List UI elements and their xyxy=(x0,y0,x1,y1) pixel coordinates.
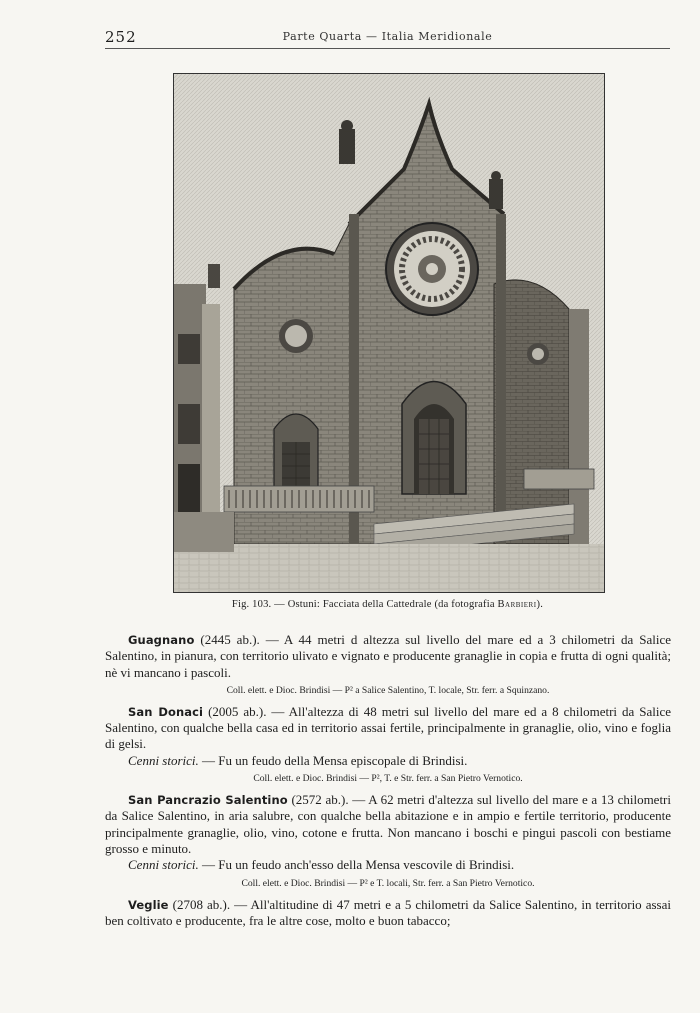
cenni-storici-text: — Fu un feudo anch'esso della Mensa vescovile di Brindisi. xyxy=(198,857,515,873)
entry-san-donaci xyxy=(105,704,671,753)
entry-veglie xyxy=(105,897,671,930)
entry-note: Coll. elett. e Dioc. Brindisi — P², T. e Str. ferr. a San Pietro Vernotico. xyxy=(253,773,523,785)
body-text xyxy=(105,632,671,929)
cenni-storici-label: Cenni storici. xyxy=(128,857,199,873)
place-name: San Donaci xyxy=(128,704,204,719)
entry-note: Coll. elett. e Dioc. Brindisi — P² e T. locali, Str. ferr. a San Pietro Vernotico. xyxy=(241,877,535,889)
entry-guagnano xyxy=(105,632,671,681)
caption-credit: Barbieri xyxy=(497,599,537,610)
entry-san-pancrazio-salentino xyxy=(105,792,671,857)
running-header xyxy=(105,28,670,49)
entry-text: (2445 ab.). — A 44 metri d altezza sul livello del mare ed a 3 chilometri da Salice Salentino, in pianura, con territorio ulivato e vignato e producente granaglie in copia e frutta di ogni qualità; nè vi mancano i pascoli. xyxy=(105,632,671,680)
caption-prefix: Fig. 103. — Ostuni: Facciata della Cattedrale (da fotografia xyxy=(231,599,498,610)
caption-suffix: ). xyxy=(536,599,544,610)
cenni-storici-text: — Fu un feudo della Mensa episcopale di Brindisi. xyxy=(198,752,468,768)
place-name: Veglie xyxy=(128,897,169,912)
running-title: Parte Quarta — Italia Meridionale xyxy=(282,30,493,43)
cenni-storici-label: Cenni storici. xyxy=(128,752,199,768)
entry-text: (2005 ab.). — All'altezza di 48 metri sul livello del mare ed a 8 chilometri da Salice Salentino, con qualche bella casa ed in territorio assai fertile, principalmente in granaglie, olio, vino e foglia di gelsi. xyxy=(105,703,671,752)
entry-text: (2572 ab.). — A 62 metri d'altezza sul livello del mare e a 13 chilometri da Salice Salentino, in aria salubre, con qualche bella abitazione e in ampio e fertile territorio, producente principalmente granaglie, olio, vino, cotone e frutta. Non mancano i boschi e pingui pascoli con bestiame grosso e minuto. xyxy=(105,792,672,856)
place-name: Guagnano xyxy=(128,633,195,647)
entry-cenni-storici xyxy=(105,857,671,873)
page-number: 252 xyxy=(105,28,137,46)
place-name: San Pancrazio Salentino xyxy=(128,793,288,808)
cathedral-illustration xyxy=(173,73,605,593)
entry-note: Coll. elett. e Dioc. Brindisi — P² a Salice Salentino, T. locale, Str. ferr. a Squinzano. xyxy=(226,684,550,696)
figure-caption xyxy=(105,599,670,610)
entry-cenni-storici xyxy=(105,753,671,769)
entry-text: (2708 ab.). — All'altitudine di 47 metri e a 5 chilometri da Salice Salentino, in territorio assai ben coltivato e producente, fra le altre cose, molto e buon tabacco; xyxy=(105,896,671,928)
